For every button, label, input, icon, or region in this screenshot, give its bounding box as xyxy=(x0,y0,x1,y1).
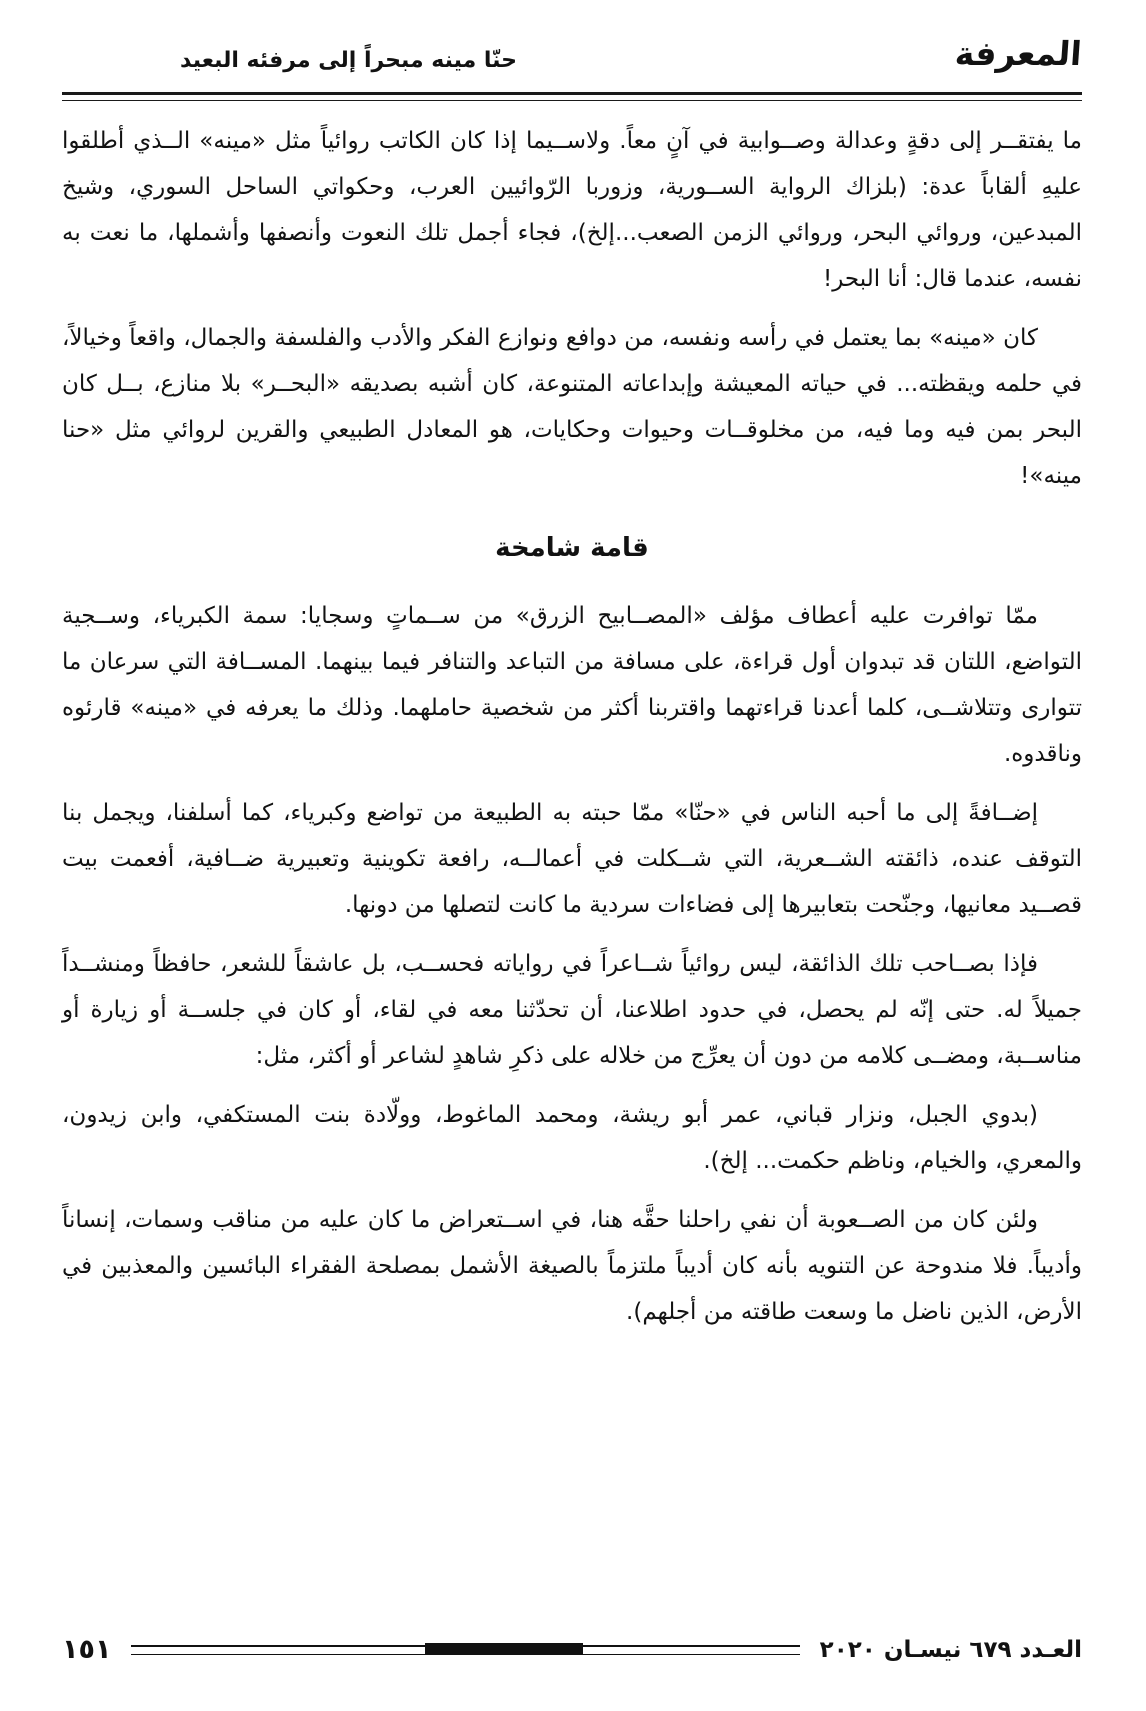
paragraph: فإذا بصــاحب تلك الذائقة، ليس روائياً شــاعراً في رواياته فحســب، بل عاشقاً للشعر، حافظاً ومنشــداً جميلاً له. حتى إنّه لم يحصل، في حدود اطلاعنا، أن تحدّثنا معه في لقاء، أو كان في جلســة أو زيارة أو مناســبة، ومضــى كلامه من دون أن يعرِّج من خلاله على ذكرِ شاهدٍ لشاعر أو أكثر، مثل: xyxy=(62,951,1082,1069)
article-body xyxy=(62,118,1082,1348)
paragraph: إضــافةً إلى ما أحبه الناس في «حنّا» ممّا حبته به الطبيعة من تواضع وكبرياء، كما أسلفنا، ويجمل بنا التوقف عنده، ذائقته الشــعرية، التي شــكلت في أعمالــه، رافعة تكوينية وتعبيرية ضــافية، أفعمت بيت قصــيد معانيها، وجنّحت بتعابيرها إلى فضاءات سردية ما كانت لتصلها من دونها. xyxy=(62,800,1082,918)
article-running-title: حنّا مينه مبحراً إلى مرفئه البعيد xyxy=(180,48,517,73)
footer-divider-rule xyxy=(131,1645,799,1655)
issue-and-date-label: العـدد ٦٧٩ نيسـان ٢٠٢٠ xyxy=(819,1636,1082,1663)
footer-thick-bar xyxy=(425,1643,583,1655)
page-header xyxy=(62,34,1082,90)
header-divider-rule xyxy=(62,92,1082,101)
paragraph: كان «مينه» بما يعتمل في رأسه ونفسه، من دوافع ونوازع الفكر والأدب والفلسفة والجمال، واقعاً وخيالاً، في حلمه ويقظته... في حياته المعيشة وإبداعاته المتنوعة، كان أشبه بصديقه «البحــر» بلا منازع، بــل كان البحر بمن فيه وما فيه، من مخلوقــات وحيوات وحكايات، هو المعادل الطبيعي والقرين لروائي مثل «حنا مينه»! xyxy=(62,325,1082,489)
page-number: ١٥١ xyxy=(62,1634,112,1665)
paragraph: ما يفتقــر إلى دقةٍ وعدالة وصــوابية في آنٍ معاً. ولاســيما إذا كان الكاتب روائياً مثل «مينه» الــذي أطلقوا عليهِ ألقاباً عدة: (بلزاك الرواية الســورية، وزوربا الرّوائيين العرب، وحكواتي الساحل السوري، وشيخ المبدعين، وروائي البحر، وروائي الزمن الصعب...إلخ)، فجاء أجمل تلك النعوت وأنصفها وأشملها، ما نعت به نفسه، عندما قال: أنا البحر! xyxy=(62,128,1082,292)
page-footer xyxy=(62,1634,1082,1665)
paragraph: (بدوي الجبل، ونزار قباني، عمر أبو ريشة، ومحمد الماغوط، وولّادة بنت المستكفي، وابن زيدون، والمعري، والخيام، وناظم حكمت... إلخ). xyxy=(62,1102,1082,1174)
section-heading: قامة شامخة xyxy=(495,533,649,563)
paragraph: ولئن كان من الصــعوبة أن نفي راحلنا حقَّه هنا، في اســتعراض ما كان عليه من مناقب وسمات، إنساناً وأديباً. فلا مندوحة عن التنويه بأنه كان أديباً ملتزماً بالصيغة الأشمل بمصلحة الفقراء البائسين والمعذبين في الأرض، الذين ناضل ما وسعت طاقته من أجلهم). xyxy=(62,1207,1082,1325)
paragraph: ممّا توافرت عليه أعطاف مؤلف «المصــابيح الزرق» من ســماتٍ وسجايا: سمة الكبرياء، وســجية التواضع، اللتان قد تبدوان أول قراءة، على مسافة من التباعد والتنافر فيما بينهما. المســافة التي سرعان ما تتوارى وتتلاشــى، كلما أعدنا قراءتهما واقتربنا أكثر من شخصية حاملهما. وذلك ما يعرفه في «مينه» قارئوه وناقدوه. xyxy=(62,603,1082,767)
magazine-logo: المعرفة xyxy=(954,34,1084,73)
